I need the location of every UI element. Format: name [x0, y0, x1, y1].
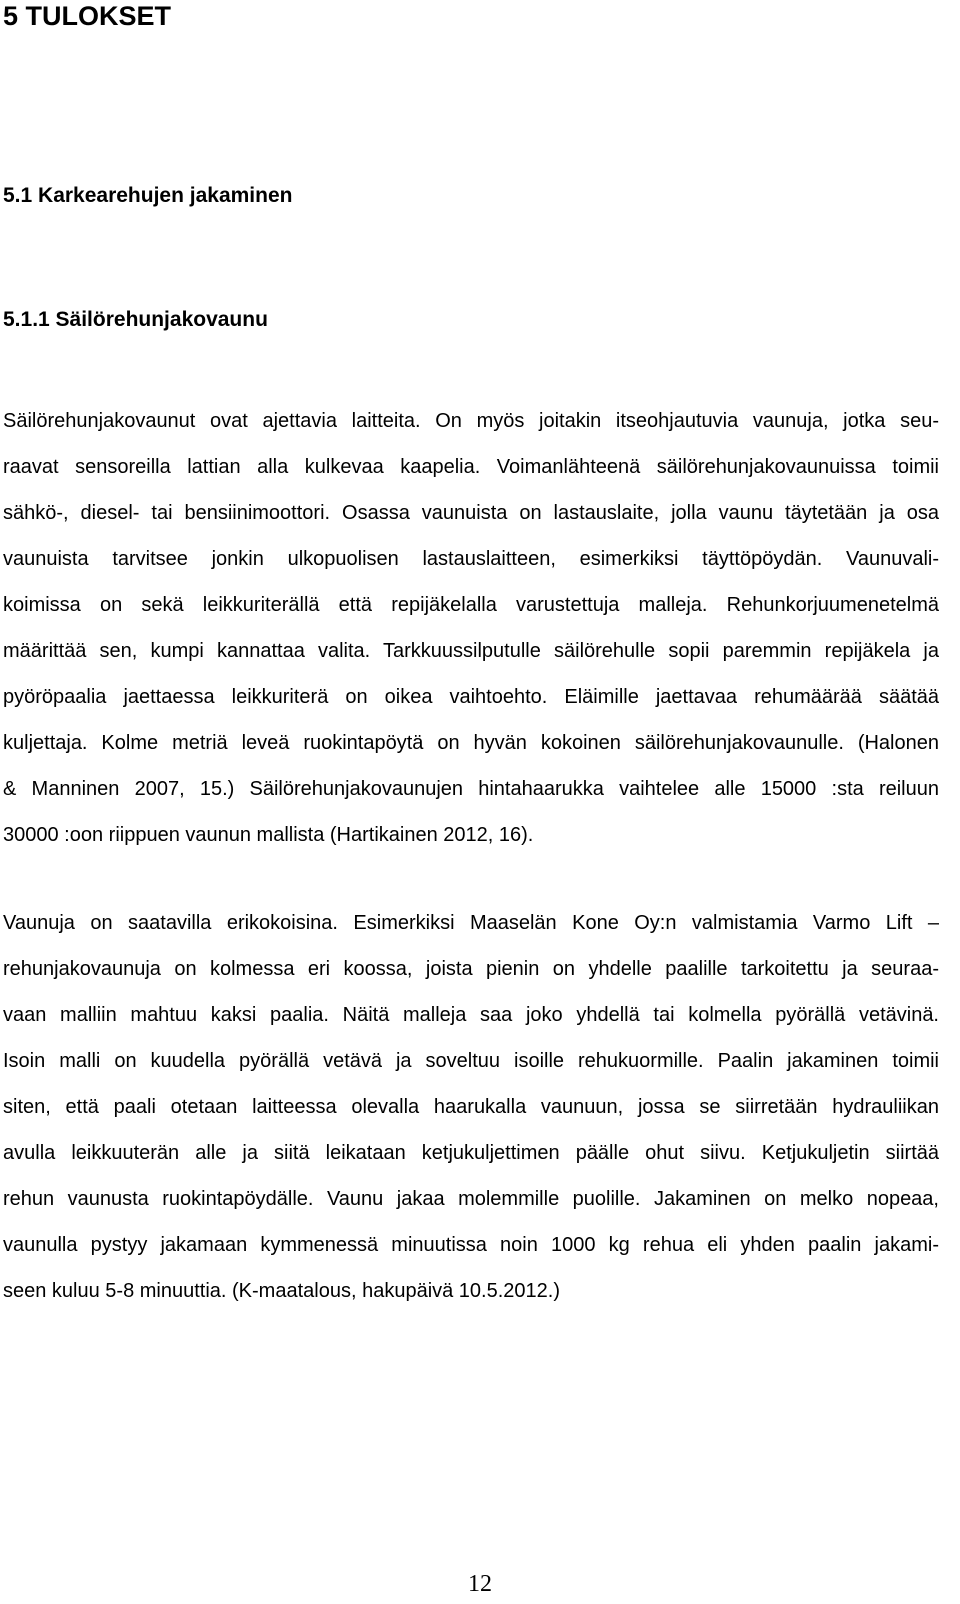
- paragraph-line: pyöröpaalia jaettaessa leikkuriterä on oikea vaihtoehto. Eläimille jaettavaa rehumäärää säätää: [3, 686, 939, 708]
- paragraph-line: raavat sensoreilla lattian alla kulkevaa kaapelia. Voimanlähteenä säilörehunjakovaunuissa toimii: [3, 456, 939, 478]
- paragraph-line: koimissa on sekä leikkuriterällä että repijäkelalla varustettuja malleja. Rehunkorjuumenetelmä: [3, 594, 939, 616]
- paragraph-line: vaan malliin mahtuu kaksi paalia. Näitä malleja saa joko yhdellä tai kolmella pyörällä vetävinä.: [3, 1004, 939, 1026]
- paragraph-line: sähkö-, diesel- tai bensiinimoottori. Osassa vaunuista on lastauslaite, jolla vaunu täytetään ja osa: [3, 502, 939, 524]
- paragraph-line: vaunuista tarvitsee jonkin ulkopuolisen lastauslaitteen, esimerkiksi täyttöpöydän. Vaunuvali-: [3, 548, 939, 570]
- paragraph-line: & Manninen 2007, 15.) Säilörehunjakovaunujen hintahaarukka vaihtelee alle 15000 :sta reiluun: [3, 778, 939, 800]
- paragraph-line: rehun vaunusta ruokintapöydälle. Vaunu jakaa molemmille puolille. Jakaminen on melko nopeaa,: [3, 1188, 939, 1210]
- paragraph-line: rehunjakovaunuja on kolmessa eri koossa, joista pienin on yhdelle paalille tarkoitettu ja seuraa-: [3, 958, 939, 980]
- paragraph-2: [3, 900, 939, 1314]
- paragraph-line: vaunulla pystyy jakamaan kymmenessä minuutissa noin 1000 kg rehua eli yhden paalin jakami-: [3, 1234, 939, 1256]
- paragraph-line: 30000 :oon riippuen vaunun mallista (Hartikainen 2012, 16).: [3, 824, 534, 846]
- paragraph-line: avulla leikkuuterän alle ja siitä leikataan ketjukuljettimen päälle ohut siivu. Ketjukuljetin siirtää: [3, 1142, 939, 1164]
- paragraph-line: määrittää sen, kumpi kannattaa valita. Tarkkuussilputulle säilörehulle sopii paremmin repijäkela ja: [3, 640, 939, 662]
- paragraph-line: siten, että paali otetaan laitteessa olevalla haarukalla vaunuun, jossa se siirretään hydrauliikan: [3, 1096, 939, 1118]
- paragraph-line: Isoin malli on kuudella pyörällä vetävä ja soveltuu isoille rehukuormille. Paalin jakaminen toimii: [3, 1050, 939, 1072]
- paragraph-line: seen kuluu 5-8 minuuttia. (K-maatalous, hakupäivä 10.5.2012.): [3, 1280, 561, 1302]
- subsection-heading: 5.1.1 Säilörehunjakovaunu: [3, 308, 268, 331]
- chapter-heading: 5 TULOKSET: [3, 1, 172, 31]
- paragraph-line: Säilörehunjakovaunut ovat ajettavia laitteita. On myös joitakin itseohjautuvia vaunuja, jotka seu-: [3, 410, 939, 432]
- paragraph-line: Vaunuja on saatavilla erikokoisina. Esimerkiksi Maaselän Kone Oy:n valmistamia Varmo Lift –: [3, 912, 939, 934]
- section-heading: 5.1 Karkearehujen jakaminen: [3, 184, 293, 207]
- paragraph-1: [3, 398, 939, 858]
- page-number: 12: [468, 1571, 492, 1597]
- paragraph-line: kuljettaja. Kolme metriä leveä ruokintapöytä on hyvän kokoinen säilörehunjakovaunulle. (Halonen: [3, 732, 939, 754]
